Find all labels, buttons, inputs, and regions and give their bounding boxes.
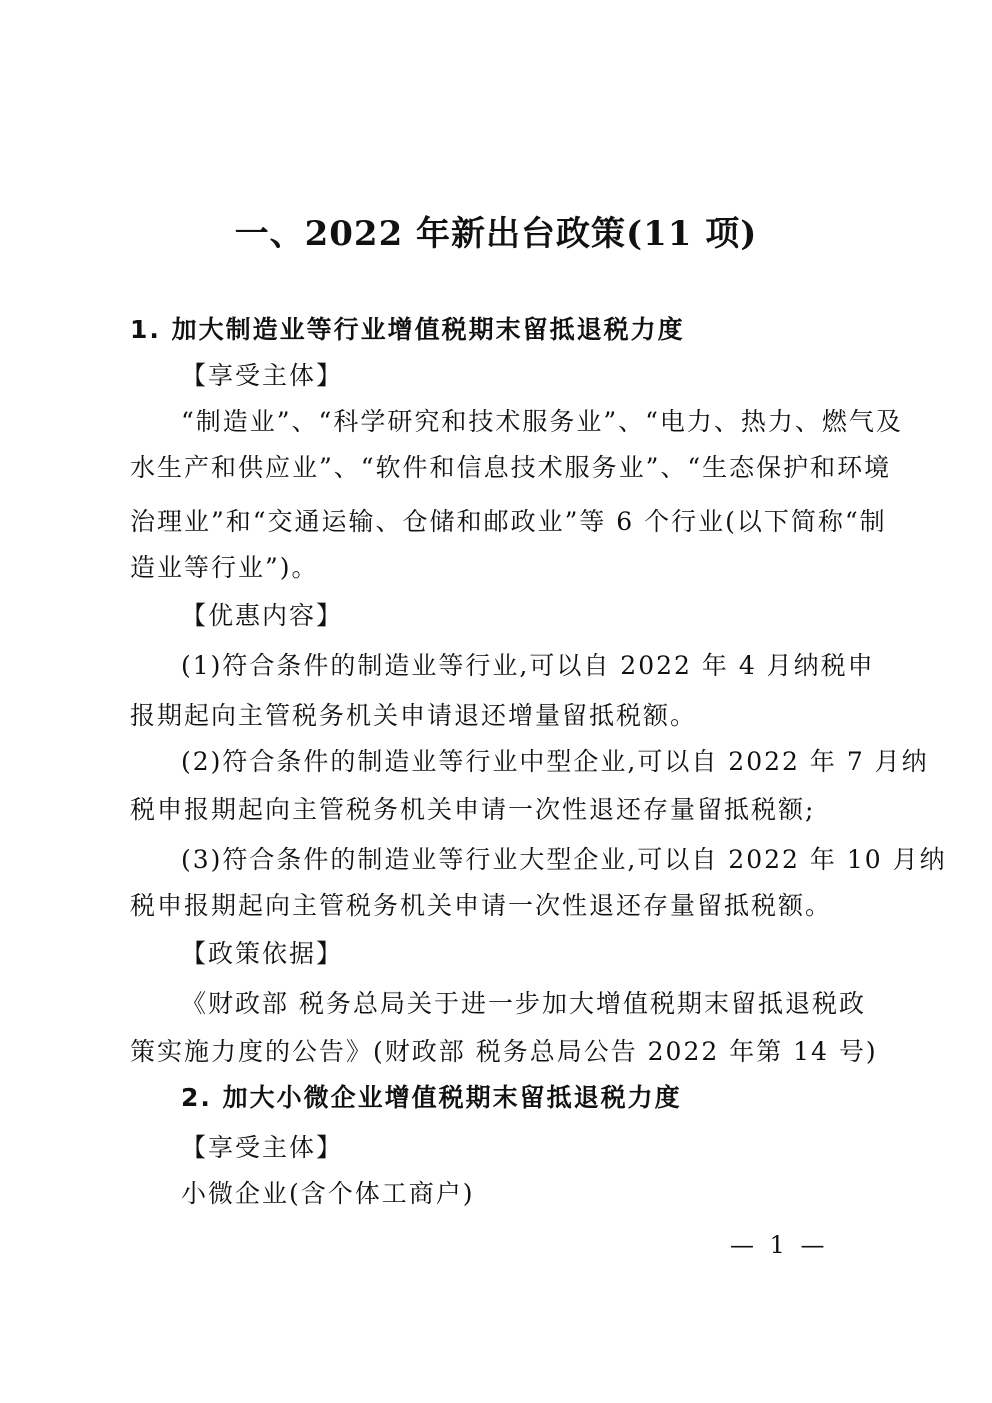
section-1-benefit-line: (1)符合条件的制造业等行业,可以自 2022 年 4 月纳税申 <box>181 651 875 680</box>
section-1-basis-line: 《财政部 税务总局关于进一步加大增值税期末留抵退税政 <box>181 989 866 1018</box>
section-1-benefit-label: 【优惠内容】 <box>181 601 344 630</box>
section-1-heading: 1. 加大制造业等行业增值税期末留抵退税力度 <box>130 315 685 344</box>
section-1-subject-line: 水生产和供应业”、“软件和信息技术服务业”、“生态保护和环境 <box>130 453 892 482</box>
page-number: — 1 — <box>730 1231 829 1259</box>
section-1-basis-label: 【政策依据】 <box>181 939 344 968</box>
section-1-subject-line: “制造业”、“科学研究和技术服务业”、“电力、热力、燃气及 <box>181 407 903 436</box>
section-1-benefit-line: (2)符合条件的制造业等行业中型企业,可以自 2022 年 7 月纳 <box>181 747 929 776</box>
section-1-subject-line: 造业等行业”)。 <box>130 553 319 582</box>
section-2-heading: 2. 加大小微企业增值税期末留抵退税力度 <box>181 1083 682 1112</box>
section-2-subject-label: 【享受主体】 <box>181 1133 344 1162</box>
section-1-basis-line: 策实施力度的公告》(财政部 税务总局公告 2022 年第 14 号) <box>130 1037 878 1066</box>
section-1-subject-label: 【享受主体】 <box>181 361 344 390</box>
section-1-subject-line: 治理业”和“交通运输、仓储和邮政业”等 6 个行业(以下简称“制 <box>130 507 887 536</box>
section-1-benefit-line: 税申报期起向主管税务机关申请一次性退还存量留抵税额。 <box>130 891 833 920</box>
page-title: 一、2022 年新出台政策(11 项) <box>234 214 758 254</box>
section-2-subject-text: 小微企业(含个体工商户) <box>181 1179 475 1208</box>
section-1-benefit-line: 税申报期起向主管税务机关申请一次性退还存量留抵税额; <box>130 795 816 824</box>
section-1-benefit-line: 报期起向主管税务机关申请退还增量留抵税额。 <box>130 701 698 730</box>
section-1-benefit-line: (3)符合条件的制造业等行业大型企业,可以自 2022 年 10 月纳 <box>181 845 947 874</box>
